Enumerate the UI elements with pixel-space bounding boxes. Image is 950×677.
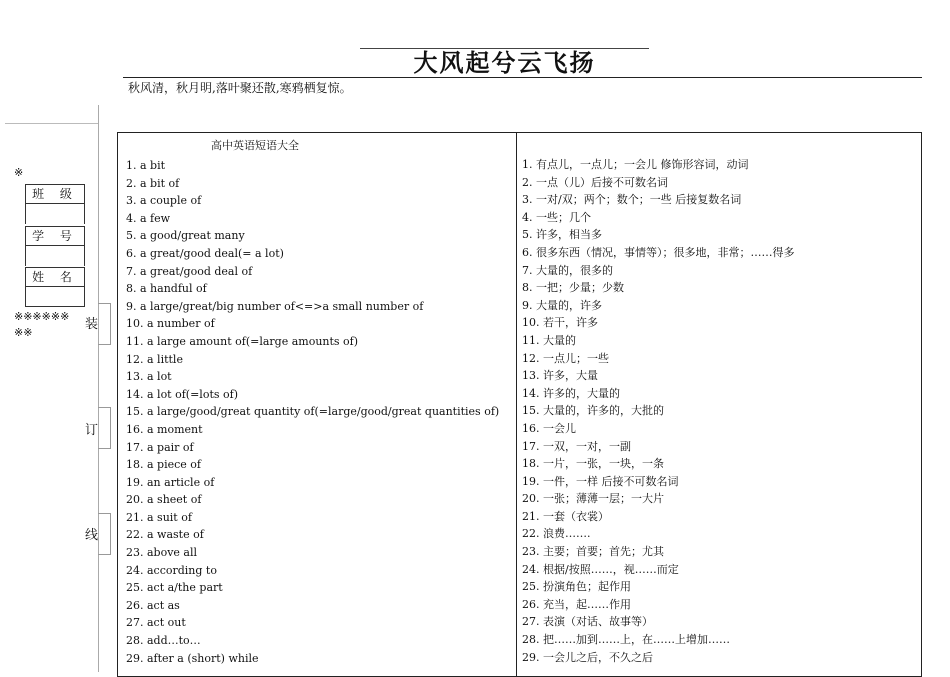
chinese-meaning-column xyxy=(522,156,917,666)
english-phrase-row: 23. above all xyxy=(126,546,198,560)
english-phrase-row: 5. a good/great many xyxy=(126,229,245,243)
chinese-meaning-row: 25. 扮演角色；起作用 xyxy=(522,580,631,594)
table-heading: 高中英语短语大全 xyxy=(211,139,299,152)
chinese-meaning-row: 14. 许多的，大量的 xyxy=(522,386,620,400)
english-phrase-row: 27. act out xyxy=(126,616,186,630)
english-phrase-row: 2. a bit of xyxy=(126,176,180,190)
margin-mark-row2: ※※ xyxy=(14,326,33,339)
english-phrase-row: 29. after a (short) while xyxy=(126,651,259,665)
margin-mark-top: ※ xyxy=(14,166,24,179)
english-phrase-row: 19. an article of xyxy=(126,475,215,489)
english-phrase-row: 25. act a/the part xyxy=(126,581,223,595)
english-phrase-row: 7. a great/good deal of xyxy=(126,264,253,278)
english-phrase-row: 16. a moment xyxy=(126,422,203,436)
margin-mark-row1: ※※※※※※ xyxy=(14,310,70,323)
chinese-meaning-row: 3. 一对/双；两个；数个；一些 后接复数名词 xyxy=(522,193,742,207)
chinese-meaning-row: 22. 浪费……. xyxy=(522,527,591,541)
margin-box-spacer xyxy=(25,287,85,307)
english-phrase-row: 3. a couple of xyxy=(126,194,202,208)
chinese-meaning-row: 26. 充当，起……作用 xyxy=(522,597,631,611)
chinese-meaning-row: 11. 大量的 xyxy=(522,333,576,347)
chinese-meaning-row: 17. 一双，一对，一副 xyxy=(522,439,631,453)
phrase-table xyxy=(117,132,922,677)
chinese-meaning-row: 27. 表演（对话、故事等） xyxy=(522,615,653,629)
english-phrase-row: 8. a handful of xyxy=(126,282,207,296)
chinese-meaning-row: 10. 若干，许多 xyxy=(522,316,598,330)
english-phrase-list xyxy=(126,157,511,667)
student-number-field[interactable]: 学 号 xyxy=(25,226,85,246)
english-phrase-row: 1. a bit xyxy=(126,159,166,172)
binding-line xyxy=(98,105,99,672)
english-phrase-row: 4. a few xyxy=(126,211,171,225)
english-phrase-row: 13. a lot xyxy=(126,370,172,384)
english-phrase-row: 17. a pair of xyxy=(126,440,194,454)
page-subtitle: 秋风清，秋月明,落叶聚还散,寒鸦栖复惊。 xyxy=(128,81,352,95)
chinese-meaning-row: 21. 一套（衣裳） xyxy=(522,509,609,523)
chinese-meaning-row: 1. 有点儿，一点儿；一会儿 修饰形容词，动词 xyxy=(522,158,749,171)
english-phrase-row: 9. a large/great/big number of<=>a small number of xyxy=(126,299,424,313)
binding-bracket-zhuang xyxy=(98,303,111,345)
page-title: 大风起兮云飞扬 xyxy=(413,48,596,77)
english-phrase-row: 20. a sheet of xyxy=(126,493,202,507)
title-underline xyxy=(123,77,922,78)
chinese-meaning-row: 28. 把……加到……上，在……上增加…… xyxy=(522,633,730,647)
chinese-meaning-row: 9. 大量的，许多 xyxy=(522,298,602,312)
chinese-meaning-row: 19. 一件，一样 后接不可数名词 xyxy=(522,474,679,488)
margin-top-rule xyxy=(5,123,98,124)
table-column-divider xyxy=(516,133,517,676)
chinese-meaning-row: 23. 主要；首要；首先；尤其 xyxy=(522,545,664,559)
english-phrase-row: 10. a number of xyxy=(126,317,215,331)
chinese-meaning-row: 4. 一些；几个 xyxy=(522,210,591,224)
binding-bracket-ding xyxy=(98,407,111,449)
chinese-meaning-row: 15. 大量的，许多的，大批的 xyxy=(522,404,664,418)
english-phrase-row: 24. according to xyxy=(126,563,217,577)
chinese-meaning-row: 29. 一会儿之后，不久之后 xyxy=(522,650,653,664)
english-phrase-column xyxy=(126,139,511,667)
binding-char-xian: 线 xyxy=(85,524,98,543)
margin-box-spacer xyxy=(25,204,85,224)
binding-char-ding: 订 xyxy=(85,419,98,438)
binding-bracket-xian xyxy=(98,513,111,555)
student-name-field[interactable]: 姓 名 xyxy=(25,267,85,287)
chinese-meaning-list xyxy=(522,156,917,666)
english-phrase-row: 28. add…to… xyxy=(126,634,201,648)
chinese-meaning-row: 24. 根据/按照……，视……而定 xyxy=(522,562,679,576)
class-field[interactable]: 班 级 xyxy=(25,184,85,204)
english-phrase-row: 26. act as xyxy=(126,598,180,612)
chinese-meaning-row: 18. 一片，一张，一块，一条 xyxy=(522,457,664,471)
chinese-meaning-row: 12. 一点儿；一些 xyxy=(522,351,609,365)
chinese-meaning-row: 6. 很多东西（情况，事情等）；很多地，非常；……得多 xyxy=(522,245,795,259)
chinese-meaning-row: 7. 大量的，很多的 xyxy=(522,263,613,277)
chinese-meaning-row: 5. 许多，相当多 xyxy=(522,228,602,242)
english-phrase-row: 14. a lot of(=lots of) xyxy=(126,387,238,401)
chinese-meaning-row: 2. 一点（儿）后接不可数名词 xyxy=(522,175,668,189)
chinese-meaning-row: 13. 许多，大量 xyxy=(522,369,598,383)
chinese-meaning-row: 8. 一把；少量；少数 xyxy=(522,281,624,295)
english-phrase-row: 18. a piece of xyxy=(126,458,201,472)
english-phrase-row: 12. a little xyxy=(126,352,183,366)
english-phrase-row: 11. a large amount of(=large amounts of) xyxy=(126,334,359,348)
english-phrase-row: 21. a suit of xyxy=(126,510,192,524)
english-phrase-row: 6. a great/good deal(= a lot) xyxy=(126,246,284,260)
chinese-meaning-row: 16. 一会儿 xyxy=(522,421,576,435)
english-phrase-row: 22. a waste of xyxy=(126,528,204,542)
binding-char-zhuang: 装 xyxy=(85,313,98,332)
chinese-meaning-row: 20. 一张；薄薄一层；一大片 xyxy=(522,492,664,506)
margin-box-spacer xyxy=(25,246,85,266)
english-phrase-row: 15. a large/good/great quantity of(=large/good/great quantities of) xyxy=(126,405,500,419)
